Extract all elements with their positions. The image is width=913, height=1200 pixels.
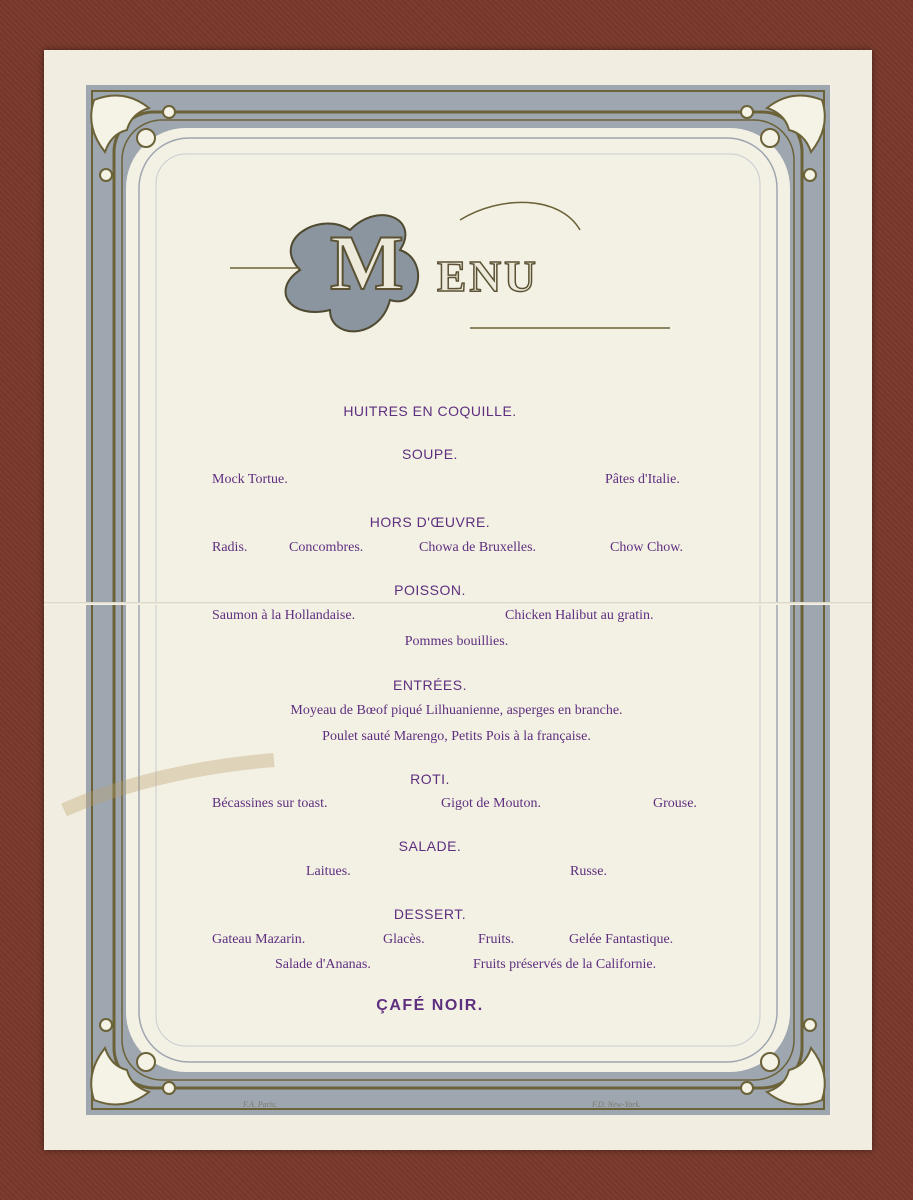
item-poulet: Poulet sauté Marengo, Petits Pois à la française. bbox=[322, 729, 591, 744]
item-chowa: Chowa de Bruxelles. bbox=[419, 540, 537, 555]
item-glaces: Glacès. bbox=[383, 932, 425, 947]
item-ananas: Salade d'Ananas. bbox=[275, 957, 371, 972]
title-rest: ENU bbox=[437, 252, 539, 301]
item-radis: Radis. bbox=[212, 540, 248, 555]
item-russe: Russe. bbox=[570, 864, 607, 879]
item-laitues: Laitues. bbox=[306, 864, 351, 879]
item-becassines: Bécassines sur toast. bbox=[212, 796, 328, 811]
course-cafe: ÇAFÉ NOIR. bbox=[376, 997, 484, 1014]
heading-dessert: DESSERT. bbox=[393, 906, 467, 922]
item-mock-tortue: Mock Tortue. bbox=[212, 472, 288, 487]
heading-roti: ROTI. bbox=[410, 771, 450, 787]
heading-poisson: POISSON. bbox=[394, 582, 466, 598]
item-halibut: Chicken Halibut au gratin. bbox=[505, 608, 654, 623]
item-fruits: Fruits. bbox=[478, 932, 515, 947]
item-chow-chow: Chow Chow. bbox=[610, 540, 683, 555]
item-moyeau: Moyeau de Bœof piqué Lilhuanienne, asperges en branche. bbox=[290, 703, 623, 718]
printer-right: F.D. New-York. bbox=[592, 1100, 641, 1109]
heading-hors: HORS D'ŒUVRE. bbox=[369, 514, 491, 530]
item-gelee: Gelée Fantastique. bbox=[569, 932, 674, 947]
item-pates: Pâtes d'Italie. bbox=[605, 472, 680, 487]
item-grouse: Grouse. bbox=[653, 796, 697, 811]
item-gigot: Gigot de Mouton. bbox=[441, 796, 541, 811]
course-huitres: HUITRES EN COQUILLE. bbox=[343, 403, 517, 419]
item-californie: Fruits préservés de la Californie. bbox=[473, 957, 657, 972]
heading-entrees: ENTRÉES. bbox=[392, 677, 467, 693]
title-initial: M bbox=[330, 219, 404, 306]
item-gateau: Gateau Mazarin. bbox=[212, 932, 306, 947]
printer-left: F.A. Paris. bbox=[243, 1100, 278, 1109]
heading-salade: SALADE. bbox=[398, 838, 462, 854]
heading-soupe: SOUPE. bbox=[402, 446, 458, 462]
item-saumon: Saumon à la Hollandaise. bbox=[212, 608, 356, 623]
item-pommes: Pommes bouillies. bbox=[404, 634, 509, 649]
item-concombres: Concombres. bbox=[289, 540, 364, 555]
